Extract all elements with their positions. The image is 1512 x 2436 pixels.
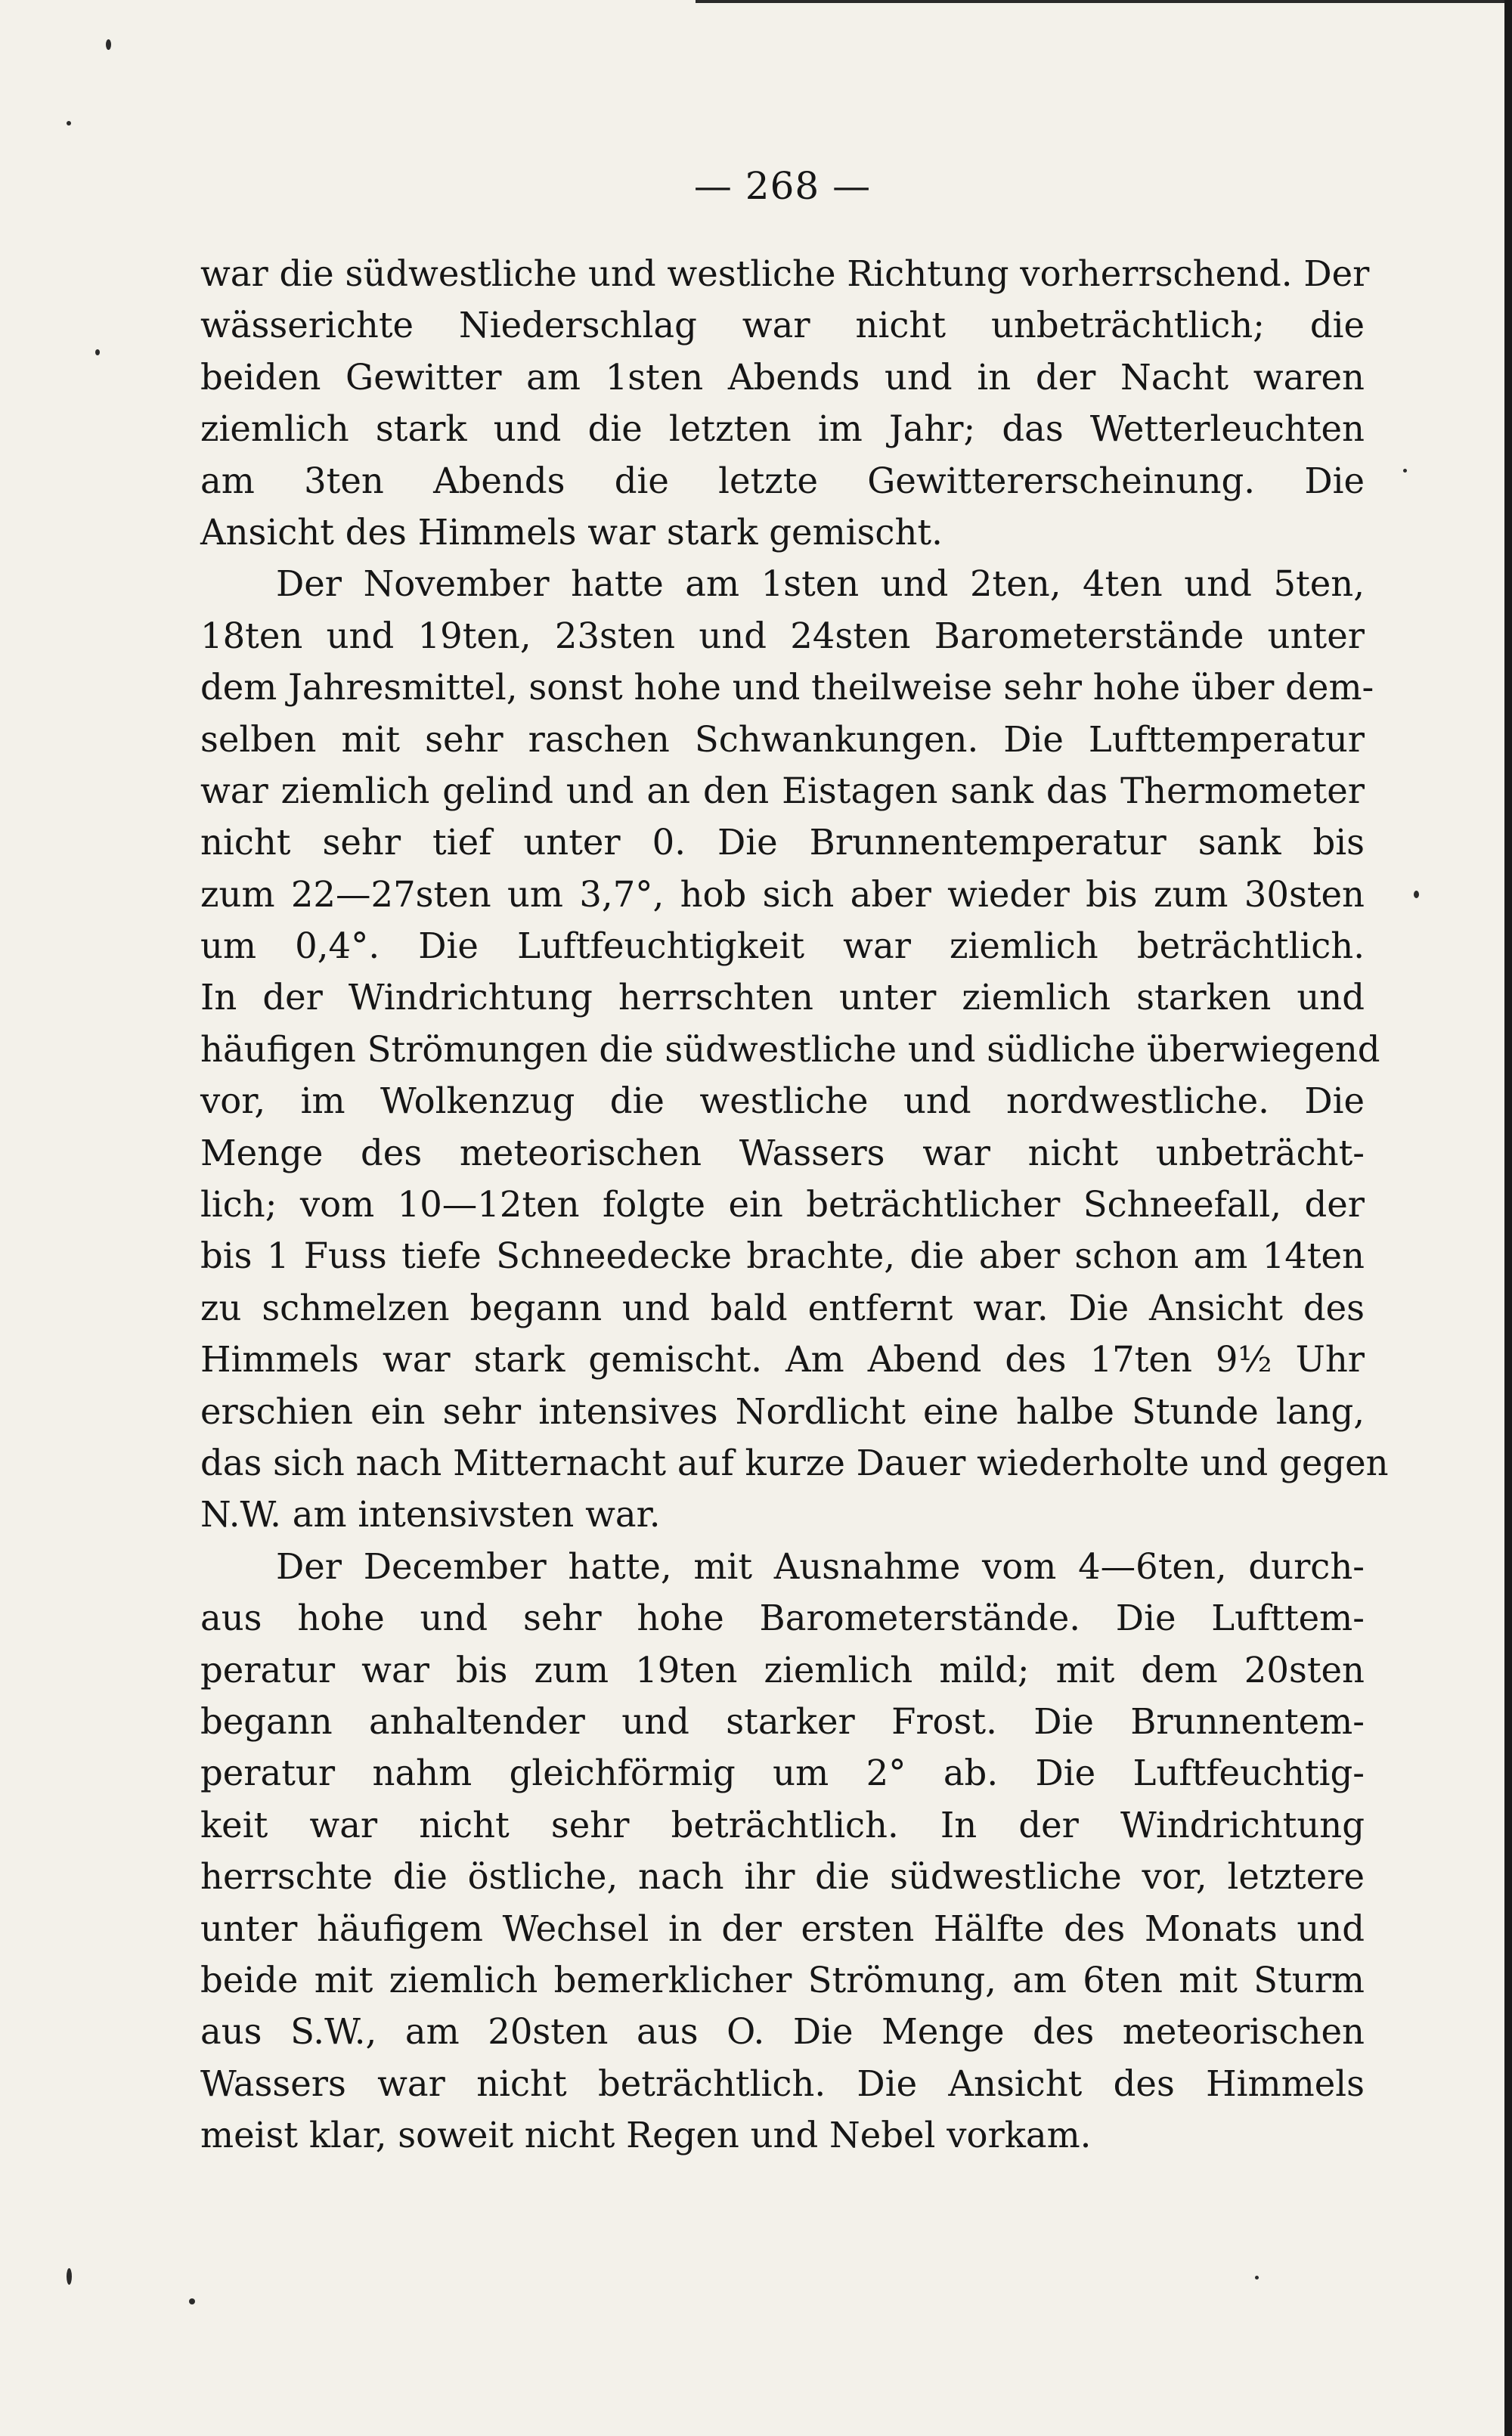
paragraph-3 [200,1541,1365,2162]
text-line: beiden Gewitter am 1sten Abends und in der Nacht waren [200,356,1365,398]
text-line: war ziemlich gelind und an den Eistagen sank das Thermometer [200,770,1365,811]
scan-speck [95,349,100,355]
paragraph-1 [200,248,1370,558]
scan-speck [1255,2276,1259,2279]
text-line: bis 1 Fuss tiefe Schneedecke brachte, die aber schon am 14ten [200,1235,1365,1277]
scan-speck [1414,891,1419,898]
text-line: zum 22—27sten um 3,7°, hob sich aber wieder bis zum 30sten [200,873,1365,915]
text-line: begann anhaltender und starker Frost. Die Brunnentem- [200,1700,1365,1742]
scan-speck [189,2298,195,2304]
scan-speck [67,121,71,126]
text-line: um 0,4°. Die Luftfeuchtigkeit war ziemlich beträchtlich. [200,925,1365,967]
text-line: unter häufigem Wechsel in der ersten Hälfte des Monats und [200,1908,1365,1949]
text-line: In der Windrichtung herrschten unter ziemlich starken und [200,977,1365,1018]
text-line: Menge des meteorischen Wassers war nicht unbeträcht- [200,1132,1365,1173]
text-line: keit war nicht sehr beträchtlich. In der Windrichtung [200,1804,1365,1846]
text-line: Himmels war stark gemischt. Am Abend des 17ten 9½ Uhr [200,1339,1365,1381]
page-top-edge [696,0,1512,3]
text-line: wässerichte Niederschlag war nicht unbeträchtlich; die [200,305,1365,346]
text-line: aus S.W., am 20sten aus O. Die Menge des meteorischen [200,2011,1365,2053]
text-line: ziemlich stark und die letzten im Jahr; das Wetterleuchten [200,408,1365,450]
page-text [200,148,1389,2161]
text-line: Der November hatte am 1sten und 2ten, 4ten und 5ten, [276,563,1365,605]
text-line: Wassers war nicht beträchtlich. Die Ansicht des Himmels [200,2063,1365,2104]
text-line: 18ten und 19ten, 23sten und 24sten Barometerstände unter [200,615,1365,656]
page-number: — 268 — [693,164,872,208]
text-line: Der December hatte, mit Ausnahme vom 4—6ten, durch- [276,1545,1365,1587]
text-line: nicht sehr tief unter 0. Die Brunnentemperatur sank bis [200,822,1365,863]
text-line: selben mit sehr raschen Schwankungen. Die Lufttemperatur [200,718,1365,760]
text-line: aus hohe und sehr hohe Barometerstände. Die Lufttem- [200,1598,1365,1639]
text-line: meist klar, soweit nicht Regen und Nebel vorkam. [200,2115,1092,2156]
text-line: vor, im Wolkenzug die westliche und nordwestliche. Die [200,1080,1365,1122]
scan-speck [67,2268,72,2285]
text-line: herrschte die östliche, nach ihr die südwestliche vor, letztere [200,1856,1365,1898]
text-line: war die südwestliche und westliche Richtung vorherrschend. Der [200,253,1370,294]
text-line: N.W. am intensivsten war. [200,1494,661,1536]
text-line: peratur war bis zum 19ten ziemlich mild; mit dem 20sten [200,1649,1365,1691]
text-line: peratur nahm gleichförmig um 2° ab. Die Luftfeuchtig- [200,1753,1365,1794]
scan-speck [1403,469,1407,473]
text-line: lich; vom 10—12ten folgte ein beträchtlicher Schneefall, der [200,1184,1365,1226]
text-line: das sich nach Mitternacht auf kurze Dauer wiederholte und gegen [200,1442,1389,1483]
page-binding-edge [1504,0,1512,2436]
text-line: häufigen Strömungen die südwestliche und südliche überwiegend [200,1028,1380,1070]
text-line: beide mit ziemlich bemerklicher Strömung, am 6ten mit Sturm [200,1959,1365,2001]
scan-speck [106,39,111,50]
paragraph-2 [200,558,1389,1540]
text-line: Ansicht des Himmels war stark gemischt. [200,511,943,553]
text-line: am 3ten Abends die letzte Gewittererscheinung. Die [200,460,1365,501]
text-line: zu schmelzen begann und bald entfernt war. Die Ansicht des [200,1287,1365,1328]
text-line: dem Jahresmittel, sonst hohe und theilweise sehr hohe über dem- [200,667,1374,708]
text-line: erschien ein sehr intensives Nordlicht eine halbe Stunde lang, [200,1390,1365,1432]
